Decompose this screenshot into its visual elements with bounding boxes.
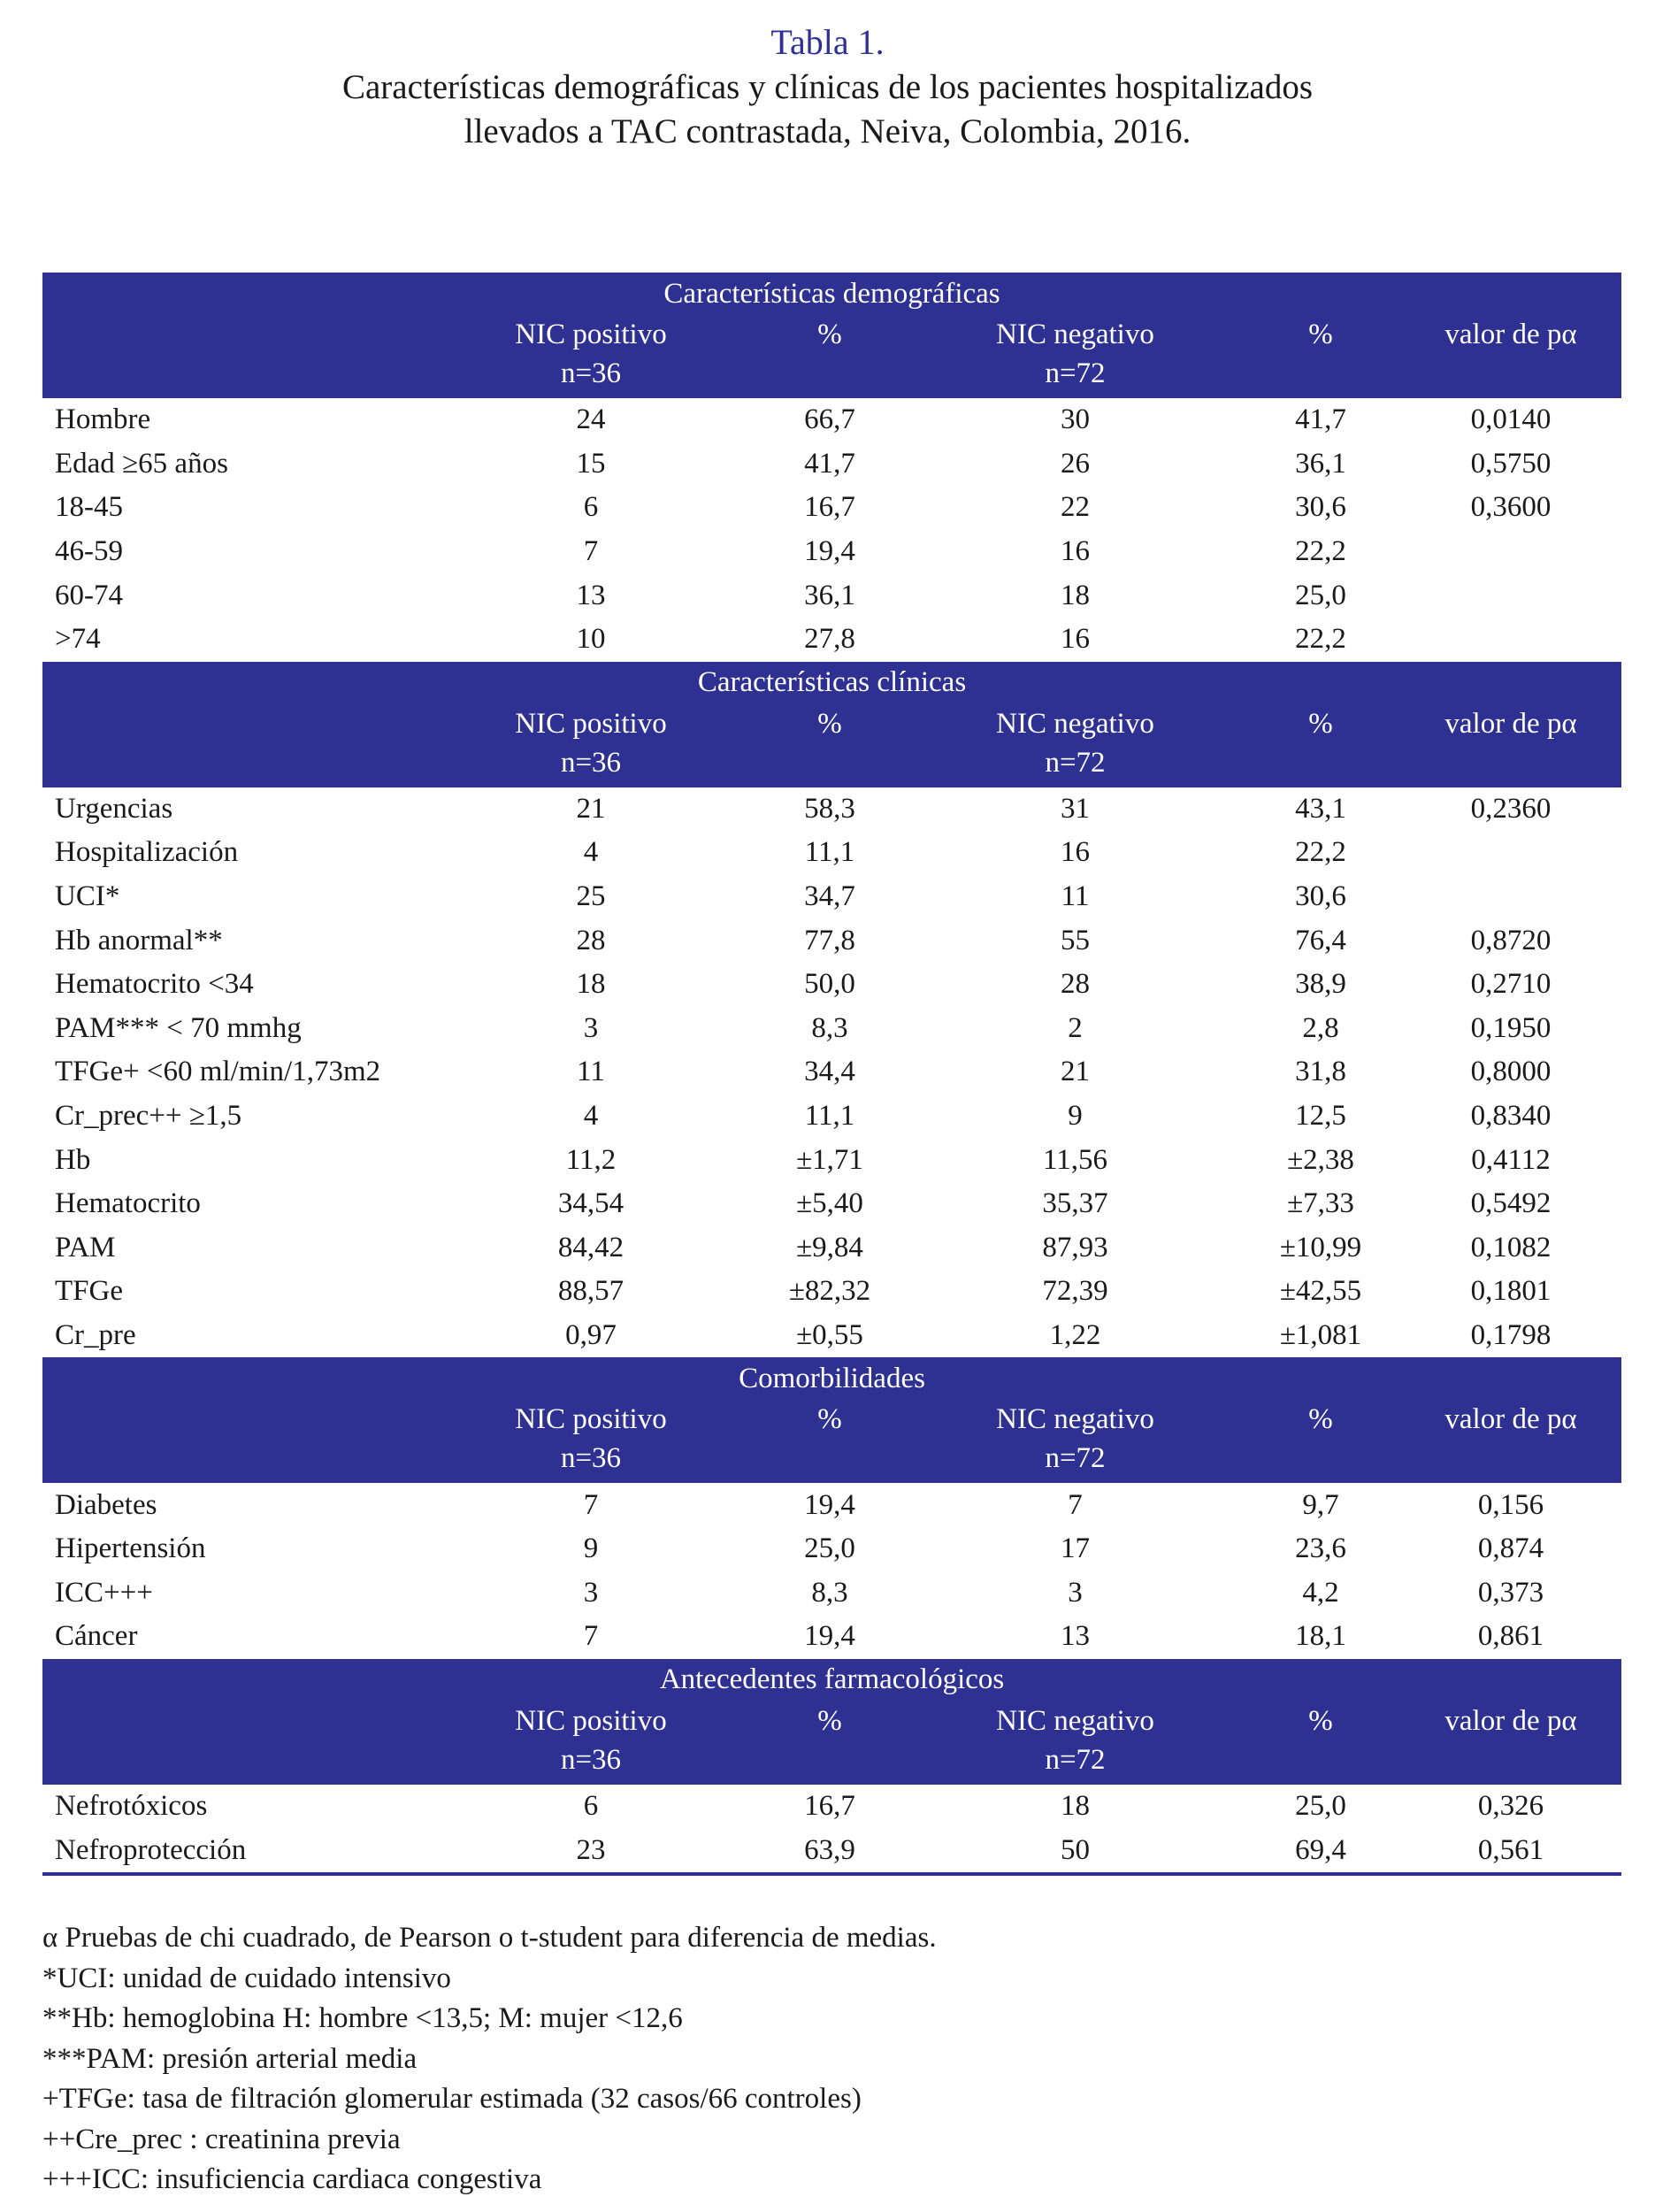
- row-label: Hematocrito: [55, 1187, 201, 1220]
- row-label: Cr_pre: [55, 1318, 136, 1351]
- table-row: [42, 1615, 1621, 1659]
- column-header-row: [42, 315, 1621, 398]
- cell-percent-positivo: 11,1: [804, 836, 855, 869]
- cell-percent-negativo: ±42,55: [1279, 1275, 1362, 1308]
- cell-percent-negativo: 25,0: [1295, 1789, 1346, 1822]
- cell-percent-negativo: ±10,99: [1279, 1231, 1362, 1263]
- column-header-nic-negativo-text: n=72: [1045, 746, 1106, 779]
- row-label: Nefroprotección: [55, 1833, 247, 1866]
- cell-nic-positivo: 13: [576, 579, 606, 611]
- cell-p-value: 0,1798: [1470, 1318, 1552, 1351]
- cell-percent-negativo: 31,8: [1295, 1056, 1346, 1088]
- cell-nic-positivo: 7: [583, 1620, 599, 1653]
- column-header-nic-negativo-text: NIC negativo: [996, 707, 1154, 740]
- cell-percent-negativo: 22,2: [1295, 623, 1346, 656]
- section-title: Características clínicas: [42, 662, 1621, 704]
- row-label: Hb anormal**: [55, 924, 223, 956]
- table-row: [42, 1138, 1621, 1182]
- column-header-p-value-text: valor de pα: [1444, 707, 1577, 740]
- cell-percent-negativo: 9,7: [1302, 1488, 1339, 1521]
- cell-p-value: 0,373: [1477, 1576, 1544, 1609]
- column-header-nic-negativo-text: n=72: [1045, 1442, 1106, 1475]
- column-header-p-value-text: valor de pα: [1444, 1704, 1577, 1737]
- section-title-row: [42, 1659, 1621, 1701]
- cell-percent-positivo: ±1,71: [796, 1143, 863, 1176]
- column-header-nic-positivo-text: n=36: [560, 746, 622, 779]
- column-header-empty: [42, 704, 432, 787]
- cell-nic-negativo: 35,37: [1042, 1187, 1108, 1220]
- table-body: [42, 273, 1621, 1872]
- column-header-p-value: [1400, 704, 1621, 787]
- column-header-nic-negativo-text: NIC negativo: [996, 1403, 1154, 1436]
- column-header-percent: [750, 1400, 909, 1483]
- row-label: ICC+++: [55, 1576, 153, 1609]
- column-header-nic-positivo: [432, 315, 750, 398]
- cell-nic-positivo: 4: [583, 1100, 599, 1133]
- cell-percent-positivo: 19,4: [804, 535, 855, 568]
- cell-p-value: 0,3600: [1470, 491, 1552, 524]
- cell-nic-negativo: 18: [1061, 579, 1090, 611]
- cell-p-value: 0,2360: [1470, 792, 1552, 825]
- cell-nic-negativo: 50: [1061, 1833, 1090, 1866]
- column-header-nic-positivo-text: n=36: [560, 357, 622, 389]
- row-label: Hematocrito <34: [55, 968, 254, 1001]
- table-caption: Tabla 1.: [770, 22, 885, 62]
- cell-p-value: [1400, 573, 1621, 618]
- cell-p-value: 0,1950: [1470, 1011, 1552, 1044]
- cell-percent-positivo: 25,0: [804, 1532, 855, 1565]
- cell-p-value: [1400, 875, 1621, 919]
- cell-nic-negativo: 28: [1061, 968, 1090, 1001]
- table-row: [42, 918, 1621, 963]
- cell-p-value: 0,5492: [1470, 1187, 1552, 1220]
- cell-nic-negativo: 16: [1061, 623, 1090, 656]
- cell-percent-positivo: 36,1: [804, 579, 855, 611]
- table-row: [42, 1483, 1621, 1527]
- row-label: UCI*: [55, 880, 120, 913]
- table-row: [42, 573, 1621, 618]
- cell-percent-negativo: 30,6: [1295, 491, 1346, 524]
- table-row: [42, 831, 1621, 875]
- cell-nic-negativo: 2: [1068, 1011, 1083, 1044]
- table-title-line-1: Características demográficas y clínicas de los pacientes hospitalizados: [341, 68, 1313, 106]
- cell-p-value: [1400, 530, 1621, 574]
- cell-nic-negativo: 55: [1061, 924, 1090, 956]
- row-label: Cáncer: [55, 1620, 138, 1653]
- cell-nic-negativo: 9: [1068, 1100, 1083, 1133]
- cell-percent-negativo: ±2,38: [1287, 1143, 1354, 1176]
- table-row: [42, 1270, 1621, 1314]
- cell-percent-negativo: 76,4: [1295, 924, 1346, 956]
- table-row: [42, 618, 1621, 662]
- table-row: [42, 442, 1621, 487]
- row-label: >74: [55, 623, 101, 656]
- cell-p-value: 0,8340: [1470, 1100, 1552, 1133]
- cell-percent-negativo: ±1,081: [1279, 1318, 1362, 1351]
- cell-percent-negativo: 38,9: [1295, 968, 1346, 1001]
- table-row: [42, 875, 1621, 919]
- cell-nic-positivo: 4: [583, 836, 599, 869]
- cell-nic-positivo: 3: [583, 1011, 599, 1044]
- title-block: [0, 19, 1655, 154]
- cell-nic-negativo: 21: [1061, 1056, 1090, 1088]
- cell-percent-positivo: 66,7: [804, 403, 855, 436]
- table-row: [42, 486, 1621, 530]
- cell-percent-negativo: 36,1: [1295, 447, 1346, 480]
- table-row: [42, 1785, 1621, 1829]
- cell-p-value: 0,8720: [1470, 924, 1552, 956]
- column-header-percent-text: %: [817, 1704, 842, 1737]
- row-label: Hb: [55, 1143, 91, 1176]
- cell-nic-negativo: 72,39: [1042, 1275, 1108, 1308]
- table-row: [42, 963, 1621, 1007]
- cell-p-value: 0,1082: [1470, 1231, 1552, 1263]
- cell-p-value: 0,4112: [1471, 1143, 1551, 1176]
- cell-percent-negativo: 22,2: [1295, 836, 1346, 869]
- table-row: [42, 398, 1621, 442]
- cell-percent-negativo: 43,1: [1295, 792, 1346, 825]
- cell-percent-negativo: 22,2: [1295, 535, 1346, 568]
- cell-nic-negativo: 7: [1068, 1488, 1083, 1521]
- cell-percent-positivo: 19,4: [804, 1620, 855, 1653]
- column-header-p-value-text: valor de pα: [1444, 1403, 1577, 1436]
- cell-p-value: [1400, 618, 1621, 662]
- cell-nic-positivo: 9: [583, 1532, 599, 1565]
- table-row: [42, 1094, 1621, 1139]
- column-header-nic-negativo-text: n=72: [1045, 1743, 1106, 1776]
- cell-p-value: [1400, 831, 1621, 875]
- column-header-percent: [750, 1701, 909, 1785]
- data-table-wrapper: [42, 273, 1621, 1876]
- column-header-percent-text: %: [817, 319, 842, 350]
- cell-percent-negativo: 25,0: [1295, 579, 1346, 611]
- cell-percent-positivo: 77,8: [804, 924, 855, 956]
- cell-percent-positivo: 34,7: [804, 880, 855, 913]
- column-header-p-value: [1400, 315, 1621, 398]
- column-header-nic-positivo: [432, 1400, 750, 1483]
- section-title-row: [42, 1357, 1621, 1400]
- column-header-nic-positivo-text: NIC positivo: [515, 1704, 667, 1737]
- table-row: [42, 1050, 1621, 1094]
- column-header-percent: [1241, 1400, 1400, 1483]
- column-header-percent: [1241, 1701, 1400, 1785]
- cell-percent-positivo: 16,7: [804, 1789, 855, 1822]
- cell-percent-positivo: 27,8: [804, 623, 855, 656]
- column-header-p-value: [1400, 1400, 1621, 1483]
- data-table: [42, 273, 1621, 1872]
- column-header-nic-positivo-text: NIC positivo: [515, 707, 667, 740]
- row-label: Cr_prec++ ≥1,5: [55, 1100, 242, 1133]
- row-label: TFGe: [55, 1275, 123, 1308]
- column-header-nic-negativo-text: NIC negativo: [996, 319, 1154, 350]
- table-row: [42, 1226, 1621, 1271]
- row-label: TFGe+ <60 ml/min/1,73m2: [55, 1056, 381, 1088]
- row-label: PAM*** < 70 mmhg: [55, 1011, 302, 1044]
- section-title: Antecedentes farmacológicos: [42, 1659, 1621, 1701]
- cell-percent-positivo: 63,9: [804, 1833, 855, 1866]
- cell-p-value: 0,861: [1477, 1620, 1544, 1653]
- column-header-nic-positivo: [432, 1701, 750, 1785]
- table-bottom-rule: [42, 1872, 1621, 1876]
- cell-p-value: 0,8000: [1470, 1056, 1552, 1088]
- column-header-p-value: [1400, 1701, 1621, 1785]
- row-label: 46-59: [55, 535, 123, 568]
- cell-percent-positivo: ±0,55: [796, 1318, 863, 1351]
- footnote: ++Cre_prec : creatinina previa: [42, 2123, 401, 2155]
- table-row: [42, 1182, 1621, 1226]
- section-title: Comorbilidades: [42, 1357, 1621, 1400]
- row-label: Urgencias: [55, 792, 173, 825]
- cell-p-value: 0,2710: [1470, 968, 1552, 1001]
- cell-nic-negativo: 3: [1068, 1576, 1083, 1609]
- column-header-nic-positivo-text: NIC positivo: [515, 1403, 667, 1436]
- cell-percent-positivo: 50,0: [804, 968, 855, 1001]
- row-label: 60-74: [55, 579, 123, 611]
- column-header-row: [42, 704, 1621, 787]
- row-label: Hospitalización: [55, 836, 239, 869]
- table-row: [42, 1314, 1621, 1358]
- cell-nic-negativo: 16: [1061, 836, 1090, 869]
- row-label: Edad ≥65 años: [55, 447, 228, 480]
- table-row: [42, 1571, 1621, 1615]
- cell-nic-negativo: 26: [1061, 447, 1090, 480]
- column-header-nic-negativo-text: NIC negativo: [996, 1704, 1154, 1737]
- row-label: Hombre: [55, 403, 151, 436]
- row-label: 18-45: [55, 491, 123, 524]
- cell-nic-negativo: 11,56: [1042, 1143, 1108, 1176]
- table-row: [42, 1527, 1621, 1571]
- column-header-row: [42, 1701, 1621, 1785]
- footnote: α Pruebas de chi cuadrado, de Pearson o t-student para diferencia de medias.: [42, 1922, 937, 1954]
- footnote: ***PAM: presión arterial media: [42, 2042, 418, 2075]
- section-title-row: [42, 662, 1621, 704]
- cell-nic-positivo: 10: [576, 623, 606, 656]
- table-title-line-2: llevados a TAC contrastada, Neiva, Colombia, 2016.: [464, 112, 1191, 150]
- column-header-percent-text: %: [1308, 1704, 1333, 1737]
- cell-percent-positivo: 34,4: [804, 1056, 855, 1088]
- section-title: Características demográficas: [42, 273, 1621, 315]
- column-header-nic-positivo-text: NIC positivo: [515, 319, 667, 350]
- cell-nic-positivo: 15: [576, 447, 606, 480]
- cell-percent-positivo: 11,1: [804, 1100, 855, 1133]
- cell-nic-negativo: 13: [1061, 1620, 1090, 1653]
- cell-nic-negativo: 87,93: [1042, 1231, 1108, 1263]
- cell-p-value: 0,156: [1477, 1488, 1544, 1521]
- cell-percent-positivo: 8,3: [811, 1576, 848, 1609]
- footnotes: [42, 1918, 1621, 2200]
- cell-nic-positivo: 28: [576, 924, 606, 956]
- table-row: [42, 1007, 1621, 1051]
- column-header-percent: [750, 704, 909, 787]
- column-header-percent-text: %: [817, 1403, 842, 1436]
- table-row: [42, 530, 1621, 574]
- column-header-nic-positivo: [432, 704, 750, 787]
- cell-nic-positivo: 0,97: [565, 1318, 617, 1351]
- cell-percent-positivo: 58,3: [804, 792, 855, 825]
- cell-p-value: 0,326: [1477, 1789, 1544, 1822]
- row-label: PAM: [55, 1231, 116, 1263]
- row-label: Nefrotóxicos: [55, 1789, 208, 1822]
- cell-percent-negativo: 4,2: [1302, 1576, 1339, 1609]
- footnote: +++ICC: insuficiencia cardiaca congestiva: [42, 2163, 542, 2195]
- cell-nic-negativo: 17: [1061, 1532, 1090, 1565]
- column-header-row: [42, 1400, 1621, 1483]
- cell-percent-positivo: ±82,32: [788, 1275, 871, 1308]
- cell-nic-positivo: 25: [576, 880, 606, 913]
- cell-nic-positivo: 34,54: [557, 1187, 624, 1220]
- column-header-percent-text: %: [817, 707, 842, 740]
- cell-percent-positivo: ±9,84: [796, 1231, 863, 1263]
- cell-nic-positivo: 23: [576, 1833, 606, 1866]
- column-header-empty: [42, 1701, 432, 1785]
- row-label: Diabetes: [55, 1488, 157, 1521]
- column-header-percent-text: %: [1308, 1403, 1333, 1436]
- cell-nic-negativo: 22: [1061, 491, 1090, 524]
- table-row: [42, 1828, 1621, 1872]
- cell-p-value: 0,1801: [1470, 1275, 1552, 1308]
- column-header-percent: [1241, 315, 1400, 398]
- column-header-nic-negativo-text: n=72: [1045, 357, 1106, 389]
- cell-nic-negativo: 18: [1061, 1789, 1090, 1822]
- column-header-nic-negativo: [909, 1701, 1241, 1785]
- cell-nic-positivo: 6: [583, 1789, 599, 1822]
- cell-percent-negativo: 23,6: [1295, 1532, 1346, 1565]
- cell-percent-positivo: 8,3: [811, 1011, 848, 1044]
- section-title-row: [42, 273, 1621, 315]
- column-header-percent: [750, 315, 909, 398]
- cell-nic-positivo: 11: [577, 1056, 605, 1088]
- cell-nic-positivo: 18: [576, 968, 606, 1001]
- cell-percent-positivo: 16,7: [804, 491, 855, 524]
- column-header-nic-positivo-text: n=36: [560, 1743, 622, 1776]
- cell-percent-positivo: ±5,40: [796, 1187, 863, 1220]
- cell-p-value: 0,5750: [1470, 447, 1552, 480]
- footnote: *UCI: unidad de cuidado intensivo: [42, 1962, 451, 1994]
- column-header-percent-text: %: [1308, 707, 1333, 740]
- cell-nic-negativo: 31: [1061, 792, 1090, 825]
- cell-nic-negativo: 30: [1061, 403, 1090, 436]
- cell-nic-positivo: 6: [583, 491, 599, 524]
- footnote: +TFGe: tasa de filtración glomerular estimada (32 casos/66 controles): [42, 2083, 862, 2115]
- cell-percent-negativo: 2,8: [1302, 1011, 1339, 1044]
- cell-p-value: 0,0140: [1470, 403, 1552, 436]
- column-header-empty: [42, 315, 432, 398]
- column-header-nic-negativo: [909, 315, 1241, 398]
- column-header-nic-negativo: [909, 1400, 1241, 1483]
- cell-nic-positivo: 88,57: [557, 1275, 624, 1308]
- column-header-nic-positivo-text: n=36: [560, 1442, 622, 1475]
- cell-nic-positivo: 11,2: [565, 1143, 617, 1176]
- column-header-nic-negativo: [909, 704, 1241, 787]
- cell-percent-negativo: ±7,33: [1287, 1187, 1354, 1220]
- cell-nic-positivo: 7: [583, 1488, 599, 1521]
- cell-percent-positivo: 41,7: [804, 447, 855, 480]
- cell-nic-negativo: 11: [1061, 880, 1090, 913]
- cell-nic-negativo: 16: [1061, 535, 1090, 568]
- cell-nic-negativo: 1,22: [1049, 1318, 1101, 1351]
- cell-percent-positivo: 19,4: [804, 1488, 855, 1521]
- cell-nic-positivo: 24: [576, 403, 606, 436]
- cell-nic-positivo: 21: [576, 792, 606, 825]
- column-header-p-value-text: valor de pα: [1444, 319, 1577, 350]
- column-header-empty: [42, 1400, 432, 1483]
- cell-percent-negativo: 41,7: [1295, 403, 1346, 436]
- cell-p-value: 0,561: [1477, 1833, 1544, 1866]
- cell-percent-negativo: 30,6: [1295, 880, 1346, 913]
- cell-nic-positivo: 84,42: [557, 1231, 624, 1263]
- table-row: [42, 787, 1621, 832]
- cell-p-value: 0,874: [1477, 1532, 1544, 1565]
- cell-percent-negativo: 18,1: [1295, 1620, 1346, 1653]
- cell-percent-negativo: 69,4: [1295, 1833, 1346, 1866]
- footnote: **Hb: hemoglobina H: hombre <13,5; M: mujer <12,6: [42, 2002, 683, 2034]
- row-label: Hipertensión: [55, 1532, 206, 1565]
- column-header-percent-text: %: [1308, 319, 1333, 350]
- cell-nic-positivo: 3: [583, 1576, 599, 1609]
- cell-nic-positivo: 7: [583, 535, 599, 568]
- column-header-percent: [1241, 704, 1400, 787]
- cell-percent-negativo: 12,5: [1295, 1100, 1346, 1133]
